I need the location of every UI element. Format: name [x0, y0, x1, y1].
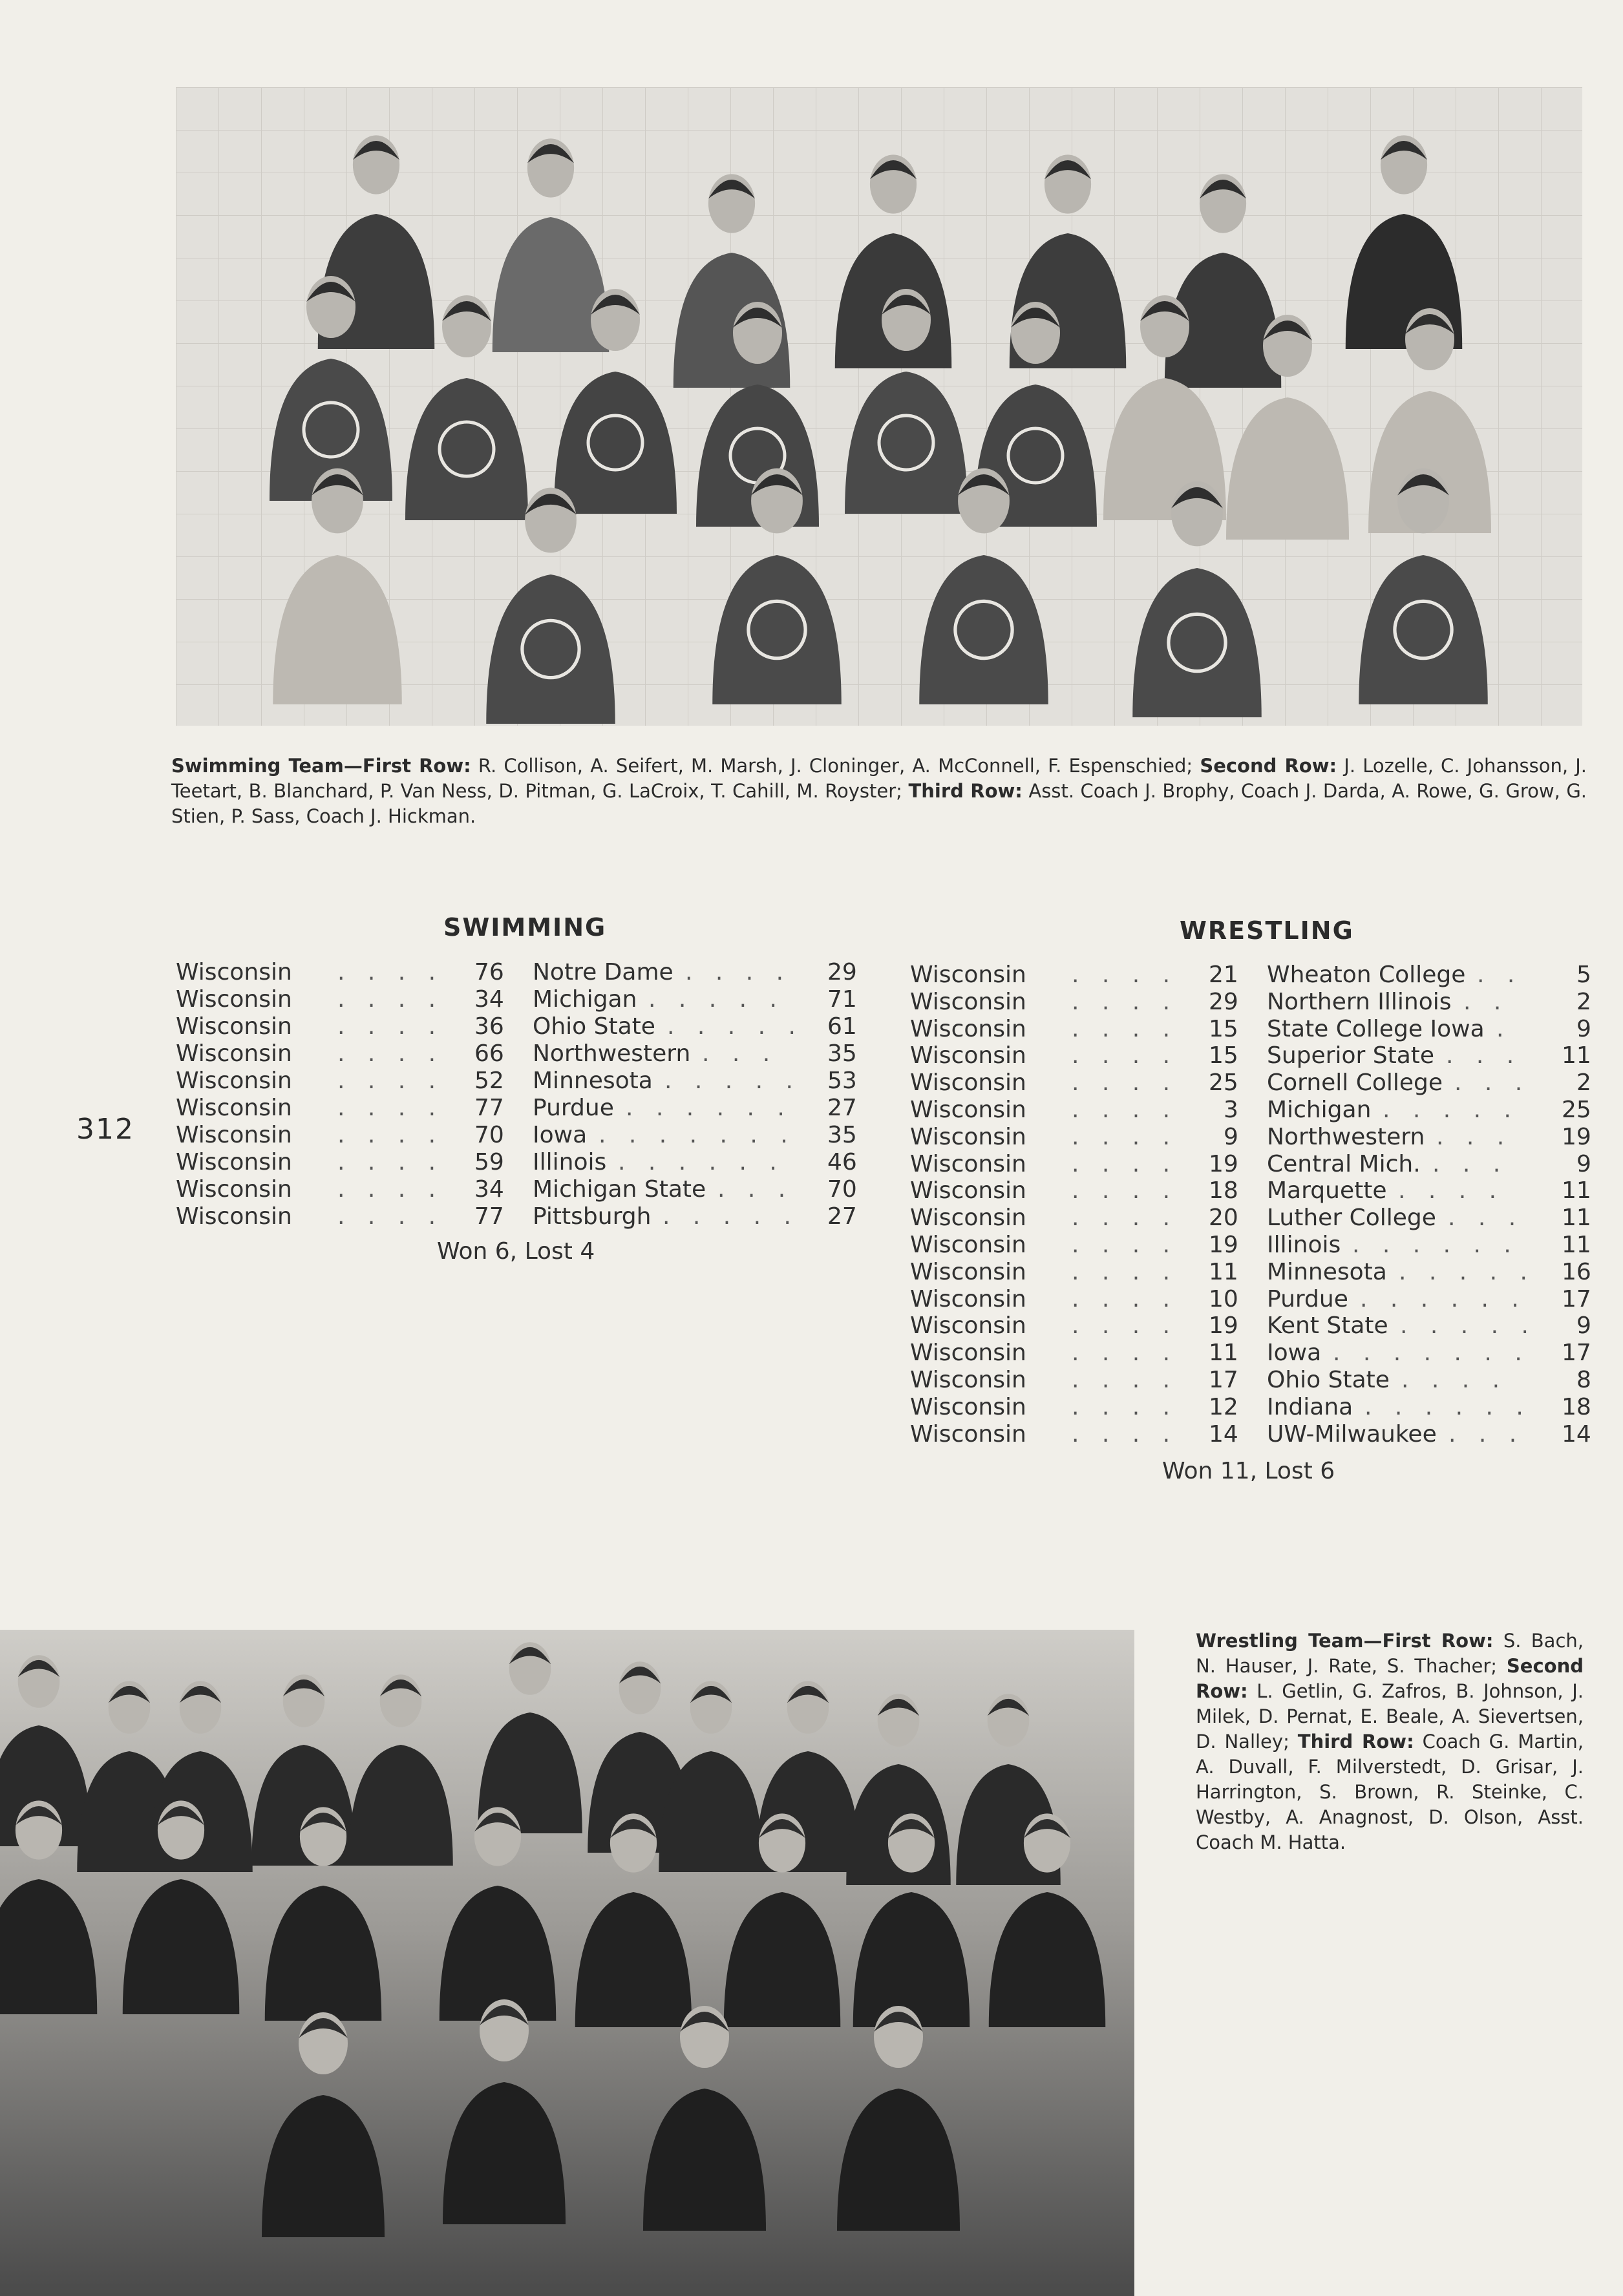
opponent-name: UW-Milwaukee — [1267, 1420, 1437, 1448]
opponent-score: 71 — [827, 986, 857, 1013]
leader-dots: . . . — [717, 1176, 794, 1203]
result-row — [910, 1259, 1595, 1286]
leader-dots: . . . . — [1072, 1042, 1178, 1069]
result-row — [176, 959, 861, 986]
leader-dots: . . . . — [337, 1176, 444, 1203]
opponent-score: 27 — [827, 1203, 857, 1230]
caption-second-label: Second Row: — [1196, 1655, 1584, 1702]
opponent-name: Michigan State — [533, 1176, 706, 1203]
result-row — [176, 1068, 861, 1095]
leader-dots: . . . — [1454, 1069, 1531, 1097]
page-number: 312 — [76, 1113, 134, 1146]
team-score: 66 — [474, 1040, 504, 1067]
opponent-score: 46 — [827, 1149, 857, 1175]
result-row — [910, 1069, 1595, 1097]
wrestling-team-photo — [0, 1630, 1134, 2296]
leader-dots: . . . . — [1072, 1393, 1178, 1420]
caption-first-row: S. Bach, N. Hauser, J. Rate, S. Thacher; — [1196, 1630, 1584, 1677]
leader-dots: . . . — [1448, 1205, 1524, 1232]
team-score: 52 — [474, 1068, 504, 1094]
opponent-name: Northwestern — [1267, 1123, 1425, 1150]
opponent-name: Illinois — [1267, 1231, 1341, 1258]
result-row — [176, 986, 861, 1013]
opponent-score: 17 — [1562, 1340, 1591, 1367]
opponent-name: Purdue — [1267, 1285, 1348, 1312]
team-name: Wisconsin — [910, 1096, 1026, 1123]
team-score: 11 — [1209, 1340, 1238, 1367]
wrestling-record: Won 11, Lost 6 — [1162, 1458, 1335, 1484]
result-row — [910, 1394, 1595, 1421]
leader-dots: . . . . — [1072, 1312, 1178, 1340]
team-score: 15 — [1209, 1042, 1238, 1069]
leader-dots: . . . . — [1072, 1123, 1178, 1150]
team-name: Wisconsin — [176, 959, 292, 985]
leader-dots: . . — [1463, 988, 1509, 1015]
opponent-score: 35 — [827, 1122, 857, 1148]
leader-dots: . . — [1477, 962, 1523, 988]
result-row — [910, 1205, 1595, 1232]
leader-dots: . . . . . — [664, 1068, 801, 1094]
result-row — [910, 1177, 1595, 1205]
result-row — [910, 1151, 1595, 1178]
team-name: Wisconsin — [910, 1231, 1026, 1258]
leader-dots: . . . . — [1072, 1205, 1178, 1232]
opponent-name: Superior State — [1267, 1042, 1435, 1069]
opponent-name: Marquette — [1267, 1177, 1387, 1205]
opponent-name: Minnesota — [533, 1068, 653, 1094]
result-row — [910, 1232, 1595, 1259]
leader-dots: . . . . — [1398, 1177, 1505, 1205]
leader-dots: . . . . — [337, 1095, 444, 1121]
opponent-name: Luther College — [1267, 1205, 1436, 1232]
swimming-team-photo — [176, 87, 1582, 726]
result-row — [910, 1016, 1595, 1043]
opponent-score: 16 — [1562, 1258, 1591, 1285]
team-name: Wisconsin — [910, 1420, 1026, 1448]
opponent-score: 19 — [1562, 1123, 1591, 1150]
opponent-score: 9 — [1576, 1150, 1591, 1177]
result-row — [910, 1042, 1595, 1069]
leader-dots: . — [1496, 1015, 1512, 1042]
caption-first-row: R. Collison, A. Seifert, M. Marsh, J. Cloninger, A. McConnell, F. Espenschied; — [471, 755, 1200, 777]
team-score: 12 — [1209, 1393, 1238, 1420]
leader-dots: . . . . . — [1400, 1312, 1536, 1340]
team-score: 14 — [1209, 1420, 1238, 1448]
team-name: Wisconsin — [176, 1176, 292, 1203]
opponent-score: 2 — [1576, 1069, 1591, 1097]
caption-lead: Wrestling Team—First Row: — [1196, 1630, 1494, 1652]
leader-dots: . . . — [1448, 1420, 1525, 1448]
team-score: 36 — [474, 1013, 504, 1040]
team-name: Wisconsin — [910, 1366, 1026, 1393]
opponent-score: 61 — [827, 1013, 857, 1040]
opponent-score: 2 — [1576, 988, 1591, 1015]
leader-dots: . . . . — [1072, 1069, 1178, 1097]
opponent-name: Iowa — [1267, 1340, 1322, 1367]
team-name: Wisconsin — [176, 1203, 292, 1230]
leader-dots: . . . . — [337, 1122, 444, 1148]
leader-dots: . . . . . . — [1364, 1393, 1531, 1420]
leader-dots: . . . . — [1401, 1366, 1508, 1393]
caption-third-label: Third Row: — [908, 780, 1023, 802]
result-row — [176, 1095, 861, 1122]
leader-dots: . . . — [702, 1040, 778, 1067]
opponent-name: Minnesota — [1267, 1258, 1387, 1285]
result-row — [910, 1124, 1595, 1151]
team-name: Wisconsin — [910, 1042, 1026, 1069]
leader-dots: . . . . — [337, 1040, 444, 1067]
opponent-score: 70 — [827, 1176, 857, 1203]
swimming-title: SWIMMING — [443, 913, 607, 942]
team-score: 15 — [1209, 1015, 1238, 1042]
opponent-score: 18 — [1562, 1393, 1591, 1420]
opponent-score: 35 — [827, 1040, 857, 1067]
leader-dots: . . . . — [1072, 1096, 1178, 1123]
opponent-name: Michigan — [1267, 1096, 1372, 1123]
team-score: 59 — [474, 1149, 504, 1175]
result-row — [176, 1203, 861, 1230]
result-row — [910, 962, 1595, 989]
team-name: Wisconsin — [910, 1015, 1026, 1042]
leader-dots: . . . . . — [667, 1013, 803, 1040]
leader-dots: . . . . — [1072, 988, 1178, 1015]
leader-dots: . . . — [1436, 1123, 1512, 1150]
leader-dots: . . . . — [1072, 1150, 1178, 1177]
team-score: 3 — [1224, 1096, 1238, 1123]
team-score: 77 — [474, 1203, 504, 1230]
opponent-score: 11 — [1562, 1042, 1591, 1069]
team-name: Wisconsin — [910, 1205, 1026, 1232]
opponent-name: Notre Dame — [533, 959, 674, 985]
opponent-score: 14 — [1562, 1420, 1591, 1448]
leader-dots: . . . . — [1072, 1015, 1178, 1042]
leader-dots: . . . . . — [663, 1203, 799, 1230]
caption-second-row: L. Getlin, G. Zafros, B. Johnson, J. Milek, D. Pernat, E. Beale, A. Sievertsen, D. Nalley; — [1196, 1680, 1584, 1753]
opponent-score: 17 — [1562, 1285, 1591, 1312]
team-name: Wisconsin — [910, 1069, 1026, 1097]
opponent-name: Purdue — [533, 1095, 614, 1121]
team-name: Wisconsin — [910, 988, 1026, 1015]
opponent-score: 8 — [1576, 1366, 1591, 1393]
team-score: 34 — [474, 986, 504, 1013]
leader-dots: . . . . . . . — [599, 1122, 796, 1148]
leader-dots: . . . . — [337, 1203, 444, 1230]
leader-dots: . . . . — [1072, 1258, 1178, 1285]
swimming-results-table — [176, 959, 861, 1230]
team-name: Wisconsin — [910, 962, 1026, 988]
leader-dots: . . . . — [1072, 1231, 1178, 1258]
opponent-name: State College Iowa — [1267, 1015, 1485, 1042]
team-name: Wisconsin — [910, 1177, 1026, 1205]
team-score: 18 — [1209, 1177, 1238, 1205]
team-score: 76 — [474, 959, 504, 985]
opponent-score: 27 — [827, 1095, 857, 1121]
opponent-name: Illinois — [533, 1149, 607, 1175]
leader-dots: . . . . . . — [1360, 1285, 1527, 1312]
leader-dots: . . . . — [337, 1068, 444, 1094]
caption-third-row: Coach G. Martin, A. Duvall, F. Milverstedt, D. Grisar, J. Harrington, S. Brown, R. Steinke, C. Westby, A. Anagnost, D. Olson, Asst. Coach M. Hatta. — [1196, 1731, 1584, 1853]
team-name: Wisconsin — [176, 986, 292, 1013]
leader-dots: . . . — [1432, 1150, 1509, 1177]
swimming-team-caption — [171, 753, 1587, 829]
team-score: 19 — [1209, 1150, 1238, 1177]
result-row — [910, 1340, 1595, 1367]
leader-dots: . . . . — [1072, 1177, 1178, 1205]
opponent-name: Indiana — [1267, 1393, 1353, 1420]
result-row — [176, 1013, 861, 1040]
team-name: Wisconsin — [176, 1068, 292, 1094]
leader-dots: . . . . — [1072, 1340, 1178, 1367]
team-score: 70 — [474, 1122, 504, 1148]
leader-dots: . . . . . — [1399, 1258, 1535, 1285]
opponent-name: Iowa — [533, 1122, 588, 1148]
leader-dots: . . . . — [1072, 962, 1178, 988]
team-score: 77 — [474, 1095, 504, 1121]
opponent-score: 29 — [827, 959, 857, 985]
result-row — [176, 1040, 861, 1068]
team-name: Wisconsin — [910, 1340, 1026, 1367]
opponent-name: Ohio State — [1267, 1366, 1390, 1393]
leader-dots: . . . . — [1072, 1285, 1178, 1312]
wrestling-title: WRESTLING — [1180, 916, 1354, 945]
opponent-score: 11 — [1562, 1205, 1591, 1232]
wrestling-team-caption — [1196, 1628, 1584, 1855]
team-name: Wisconsin — [176, 1149, 292, 1175]
caption-third-row: Asst. Coach J. Brophy, Coach J. Darda, A. Rowe, G. Grow, G. Stien, P. Sass, Coach J. Hickman. — [171, 780, 1587, 827]
leader-dots: . . . . — [337, 1013, 444, 1040]
opponent-name: Central Mich. — [1267, 1150, 1421, 1177]
leader-dots: . . . . — [337, 986, 444, 1013]
result-row — [910, 1286, 1595, 1313]
leader-dots: . . . . . . — [1352, 1231, 1519, 1258]
swimming-record: Won 6, Lost 4 — [437, 1238, 595, 1265]
wrestling-results-table — [910, 962, 1595, 1448]
opponent-name: Wheaton College — [1267, 962, 1466, 988]
result-row — [910, 1312, 1595, 1340]
team-name: Wisconsin — [176, 1122, 292, 1148]
leader-dots: . . . — [1446, 1042, 1522, 1069]
opponent-name: Ohio State — [533, 1013, 655, 1040]
team-score: 9 — [1224, 1123, 1238, 1150]
opponent-name: Cornell College — [1267, 1069, 1443, 1097]
caption-third-label: Third Row: — [1297, 1731, 1414, 1753]
opponent-name: Northwestern — [533, 1040, 691, 1067]
team-name: Wisconsin — [910, 1312, 1026, 1340]
leader-dots: . . . . . . . — [1333, 1340, 1530, 1367]
opponent-name: Pittsburgh — [533, 1203, 652, 1230]
team-score: 17 — [1209, 1366, 1238, 1393]
result-row — [176, 1149, 861, 1176]
result-row — [910, 1097, 1595, 1124]
team-score: 21 — [1209, 962, 1238, 988]
wrestling-photo-image — [0, 1630, 1134, 2296]
leader-dots: . . . . . — [1383, 1096, 1519, 1123]
caption-second-label: Second Row: — [1200, 755, 1337, 777]
team-name: Wisconsin — [176, 1095, 292, 1121]
team-name: Wisconsin — [910, 1123, 1026, 1150]
opponent-score: 5 — [1576, 962, 1591, 988]
leader-dots: . . . . — [1072, 1420, 1178, 1448]
leader-dots: . . . . — [1072, 1366, 1178, 1393]
leader-dots: . . . . . . — [618, 1149, 785, 1175]
leader-dots: . . . . — [337, 959, 444, 985]
team-score: 20 — [1209, 1205, 1238, 1232]
opponent-name: Michigan — [533, 986, 637, 1013]
team-score: 10 — [1209, 1285, 1238, 1312]
result-row — [176, 1176, 861, 1203]
opponent-score: 9 — [1576, 1015, 1591, 1042]
caption-lead: Swimming Team—First Row: — [171, 755, 471, 777]
team-score: 11 — [1209, 1258, 1238, 1285]
team-name: Wisconsin — [910, 1393, 1026, 1420]
swimming-photo-image — [176, 87, 1582, 726]
opponent-score: 53 — [827, 1068, 857, 1094]
team-name: Wisconsin — [910, 1150, 1026, 1177]
opponent-name: Kent State — [1267, 1312, 1388, 1340]
result-row — [910, 989, 1595, 1016]
team-name: Wisconsin — [176, 1040, 292, 1067]
team-name: Wisconsin — [910, 1285, 1026, 1312]
caption-second-row: J. Lozelle, C. Johansson, J. Teetart, B. Blanchard, P. Van Ness, D. Pitman, G. LaCroix, T. Cahill, M. Royster; — [171, 755, 1587, 802]
opponent-name: Northern Illinois — [1267, 988, 1452, 1015]
result-row — [910, 1421, 1595, 1448]
result-row — [910, 1367, 1595, 1394]
team-score: 29 — [1209, 988, 1238, 1015]
leader-dots: . . . . — [337, 1149, 444, 1175]
team-score: 25 — [1209, 1069, 1238, 1097]
opponent-score: 25 — [1562, 1096, 1591, 1123]
opponent-score: 9 — [1576, 1312, 1591, 1340]
team-name: Wisconsin — [176, 1013, 292, 1040]
result-row — [176, 1122, 861, 1149]
leader-dots: . . . . . — [648, 986, 785, 1013]
team-name: Wisconsin — [910, 1258, 1026, 1285]
team-score: 19 — [1209, 1312, 1238, 1340]
leader-dots: . . . . . . — [626, 1095, 792, 1121]
team-score: 19 — [1209, 1231, 1238, 1258]
opponent-score: 11 — [1562, 1231, 1591, 1258]
team-score: 34 — [474, 1176, 504, 1203]
opponent-score: 11 — [1562, 1177, 1591, 1205]
leader-dots: . . . . — [685, 959, 792, 985]
